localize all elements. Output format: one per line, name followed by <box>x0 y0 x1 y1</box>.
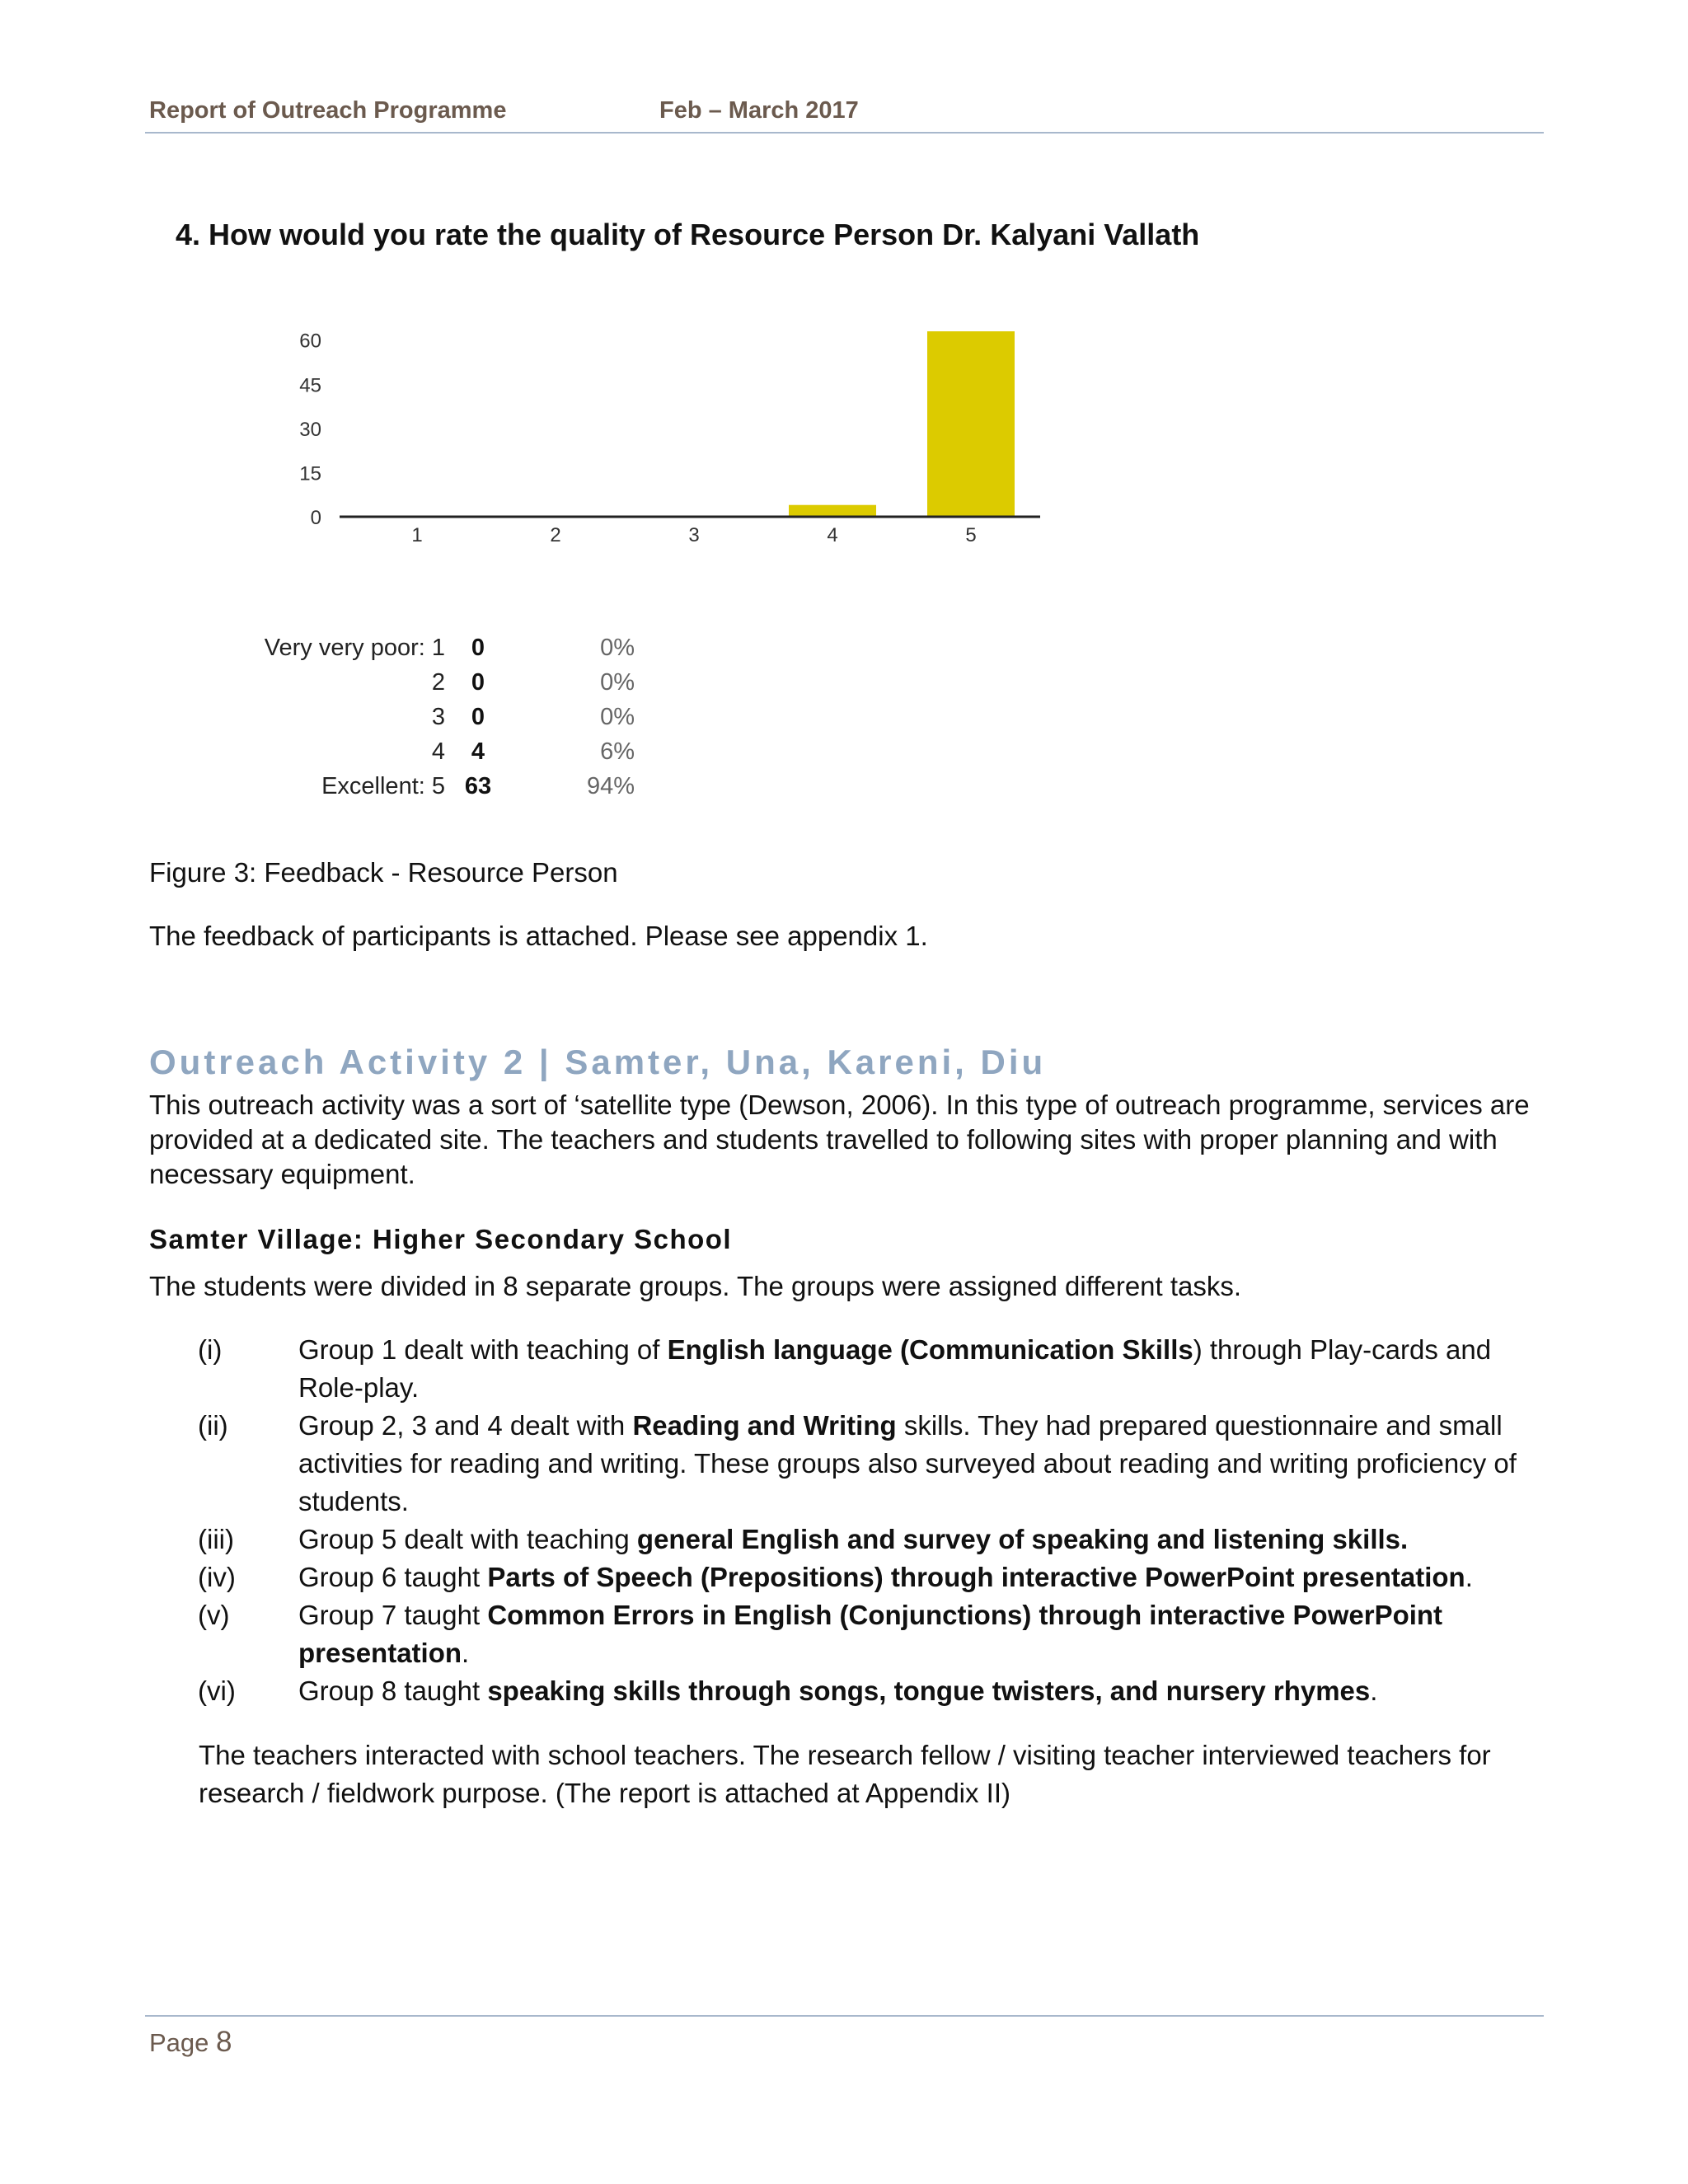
x-tick-label: 3 <box>688 524 700 546</box>
rating-label: 4 <box>431 738 445 765</box>
list-item <box>198 1596 1550 1672</box>
rating-percent: 0% <box>600 704 635 730</box>
text-run: Group 7 taught <box>298 1600 488 1630</box>
rating-count: 0 <box>471 669 485 696</box>
figure-caption: Figure 3: Feedback - Resource Person <box>149 857 618 888</box>
list-item-number: (i) <box>198 1334 223 1365</box>
y-tick-label: 0 <box>310 507 321 529</box>
list-item-text <box>298 1334 1491 1403</box>
x-tick-label: 2 <box>550 524 561 546</box>
rating-count: 63 <box>464 773 492 799</box>
list-item-number: (vi) <box>198 1675 236 1706</box>
sub-heading: Samter Village: Higher Secondary School <box>149 1224 733 1254</box>
chart-question-title: 4. How would you rate the quality of Resource Person Dr. Kalyani Vallath <box>176 218 1200 251</box>
rating-percent: 6% <box>600 738 635 765</box>
text-run: skills. They had prepared questionnaire and small activities for reading and writing. These groups also surveyed about reading and writing proficiency of students. <box>298 1410 1517 1516</box>
closing-paragraph: The teachers interacted with school teachers. The research fellow / visiting teacher interviewed teachers for research / fieldwork purpose. (The report is attached at Appendix II) <box>199 1740 1491 1808</box>
rating-percent: 0% <box>600 635 635 661</box>
list-item-number: (iv) <box>198 1562 236 1592</box>
emphasis-text: Reading and Writing <box>632 1410 897 1441</box>
list-item <box>198 1558 1550 1596</box>
rating-label: Very very poor: 1 <box>264 635 445 661</box>
y-tick-label: 60 <box>299 330 321 353</box>
list-item <box>198 1331 1550 1407</box>
header-divider <box>145 132 1544 134</box>
list-item-text <box>298 1562 1473 1592</box>
rating-label: 3 <box>431 704 445 730</box>
page-footer <box>149 2026 232 2059</box>
rating-percent: 94% <box>586 773 635 799</box>
section-heading: Outreach Activity 2 | Samter, Una, Kareni, Diu <box>149 1043 1047 1081</box>
header-date: Feb – March 2017 <box>659 97 859 124</box>
text-run: . <box>462 1638 470 1668</box>
text-run: Group 5 dealt with teaching <box>298 1524 637 1554</box>
rating-label: Excellent: 5 <box>321 773 445 799</box>
bar-rating-5 <box>927 331 1015 517</box>
rating-label: 2 <box>431 669 445 696</box>
group-task-list <box>198 1331 1550 1710</box>
text-run: . <box>1370 1675 1378 1706</box>
text-run: Group 8 taught <box>298 1675 488 1706</box>
list-item-number: (iii) <box>198 1524 234 1554</box>
text-run: . <box>1465 1562 1473 1592</box>
emphasis-text: general English and survey of speaking and listening skills. <box>636 1524 1409 1554</box>
emphasis-text: Common Errors in English (Conjunctions) through interactive PowerPoint presentation <box>298 1600 1443 1668</box>
list-item-text <box>298 1524 1408 1554</box>
text-run: Group 2, 3 and 4 dealt with <box>298 1410 633 1441</box>
emphasis-text: speaking skills through songs, tongue twisters, and nursery rhymes <box>487 1675 1371 1706</box>
footer-divider <box>145 2015 1544 2017</box>
groups-paragraph: The students were divided in 8 separate groups. The groups were assigned different tasks. <box>149 1271 1242 1301</box>
rating-bar-chart <box>272 313 1063 560</box>
rating-percent: 0% <box>600 669 635 696</box>
x-tick-label: 4 <box>827 524 838 546</box>
text-run: Group 1 dealt with teaching of <box>298 1334 668 1365</box>
y-tick-label: 45 <box>299 374 321 397</box>
footer-page-label: Page <box>149 2028 209 2057</box>
text-run: ) through Play-cards and Role-play. <box>298 1334 1492 1403</box>
emphasis-text: English language (Communication Skills <box>667 1334 1193 1365</box>
rating-count: 4 <box>471 738 485 765</box>
intro-paragraph: This outreach activity was a sort of ‘satellite type (Dewson, 2006). In this type of outreach programme, services are provided at a dedicated site. The teachers and students travelled to following sites with proper planning and with necessary equipment. <box>149 1090 1530 1189</box>
list-item-number: (v) <box>198 1600 230 1630</box>
x-tick-label: 5 <box>965 524 977 546</box>
list-item <box>198 1521 1550 1558</box>
footer-page-number: 8 <box>216 2026 232 2058</box>
y-tick-label: 15 <box>299 462 321 485</box>
bar-rating-4 <box>789 505 876 517</box>
rating-count: 0 <box>471 704 485 730</box>
x-tick-label: 1 <box>411 524 423 546</box>
list-item-text <box>298 1600 1442 1668</box>
feedback-note: The feedback of participants is attached. Please see appendix 1. <box>149 921 928 951</box>
list-item-text <box>298 1410 1517 1516</box>
list-item-text <box>298 1675 1377 1706</box>
emphasis-text: Parts of Speech (Prepositions) through interactive PowerPoint presentation <box>487 1562 1465 1592</box>
list-item <box>198 1407 1550 1521</box>
list-item <box>198 1672 1550 1710</box>
y-tick-label: 30 <box>299 418 321 441</box>
text-run: Group 6 taught <box>298 1562 488 1592</box>
header-title: Report of Outreach Programme <box>149 97 507 124</box>
rating-count: 0 <box>471 635 485 661</box>
list-item-number: (ii) <box>198 1410 228 1441</box>
